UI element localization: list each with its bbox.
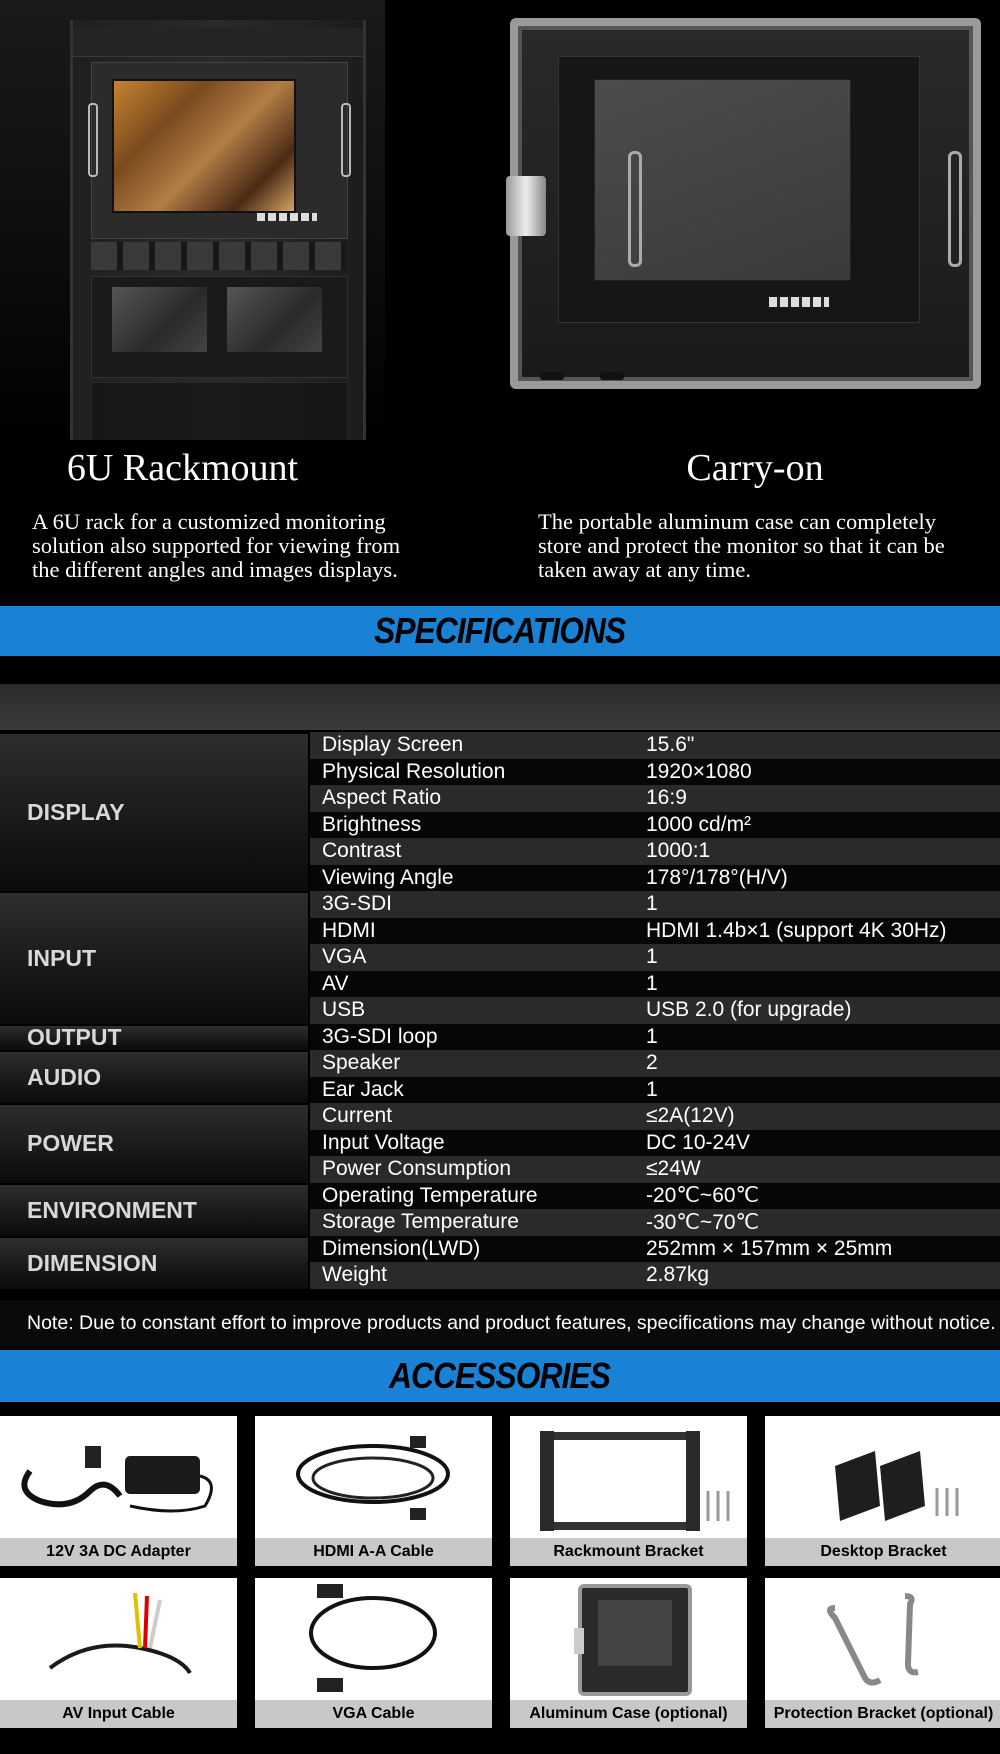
spec-key: Operating Temperature [322,1183,538,1207]
carry-case-image [500,18,970,408]
desc-line: taken away at any time. [538,557,752,582]
case-foot [540,372,564,380]
spec-category-environment: ENVIRONMENT [0,1183,308,1236]
spec-row [310,1156,1000,1183]
desc-line: The portable aluminum case can completely [538,509,936,534]
spec-row [310,918,1000,945]
accessory-protection-bracket [765,1578,1000,1728]
spec-key: 3G-SDI loop [322,1024,438,1048]
feature-desc-rackmount [32,510,462,582]
rack-monitor-buttons [257,213,317,221]
spec-value: DC 10-24V [646,1130,750,1154]
rack-bottom-monitor [91,382,348,440]
spec-row [310,865,1000,892]
spec-row [310,1183,1000,1210]
rack-thumbnail-strip [91,242,346,270]
spec-value: -20℃~60℃ [646,1184,760,1208]
rackmount-image [0,0,385,440]
desc-line: store and protect the monitor so that it can be [538,533,945,558]
rack-lower-monitor [91,276,348,378]
spec-key: Storage Temperature [322,1210,519,1234]
spec-row [310,759,1000,786]
dc-adapter-icon [0,1416,237,1538]
spec-category-power: POWER [0,1103,308,1183]
spec-row [310,891,1000,918]
accessory-desktop-bracket [765,1416,1000,1566]
spec-category-output: OUTPUT [0,1024,308,1051]
spec-value: 1000:1 [646,839,711,863]
spec-row [310,971,1000,998]
case-foot [600,372,624,380]
spec-value: -30℃~70℃ [646,1210,760,1234]
aluminum-case [510,18,981,389]
rack-monitor-screen [112,79,296,213]
av-cable-icon [0,1578,237,1700]
spec-category-audio: AUDIO [0,1050,308,1103]
spec-row [310,1103,1000,1130]
case-handle-right [948,151,962,267]
spec-value: 15.6" [646,733,695,757]
spec-value: 1000 cd/m² [646,812,752,836]
spec-row [310,732,1000,759]
accessory-vga-cable [255,1578,492,1728]
specifications-banner [0,606,1000,656]
rackmount-bracket-icon [510,1416,747,1538]
spec-row [310,944,1000,971]
hdmi-cable-icon [255,1416,492,1538]
accessories-title: ACCESSORIES [389,1355,611,1396]
spec-category-dimension: DIMENSION [0,1236,308,1289]
spec-value: 16:9 [646,786,687,810]
spec-row [310,997,1000,1024]
accessory-label: Protection Bracket (optional) [765,1700,1000,1728]
spec-note: Note: Due to constant effort to improve products and product features, specifications may change without notice. [0,1300,1000,1346]
spec-value: ≤2A(12V) [646,1104,735,1128]
spec-row [310,1130,1000,1157]
accessory-dc-adapter [0,1416,237,1566]
spec-key: HDMI [322,918,376,942]
case-handle-left [628,151,642,267]
case-monitor-buttons [769,297,829,307]
rack-monitor [91,62,348,239]
protection-bracket-icon [765,1578,1000,1700]
spec-row [310,1050,1000,1077]
accessory-label: 12V 3A DC Adapter [0,1538,237,1566]
spec-key: USB [322,998,366,1022]
spec-key: Viewing Angle [322,865,454,889]
accessory-label: VGA Cable [255,1700,492,1728]
spec-row [310,785,1000,812]
spec-value: ≤24W [646,1157,701,1181]
spec-category-display: DISPLAY [0,732,308,891]
accessory-rackmount-bracket [510,1416,747,1566]
spec-value: 1 [646,945,658,969]
spec-table-header [0,684,1000,730]
spec-key: Display Screen [322,733,464,757]
spec-row [310,1262,1000,1289]
spec-key: Aspect Ratio [322,786,442,810]
desc-line: solution also supported for viewing from [32,533,401,558]
spec-value: 252mm × 157mm × 25mm [646,1236,893,1260]
spec-table [0,732,1000,1298]
spec-key: Power Consumption [322,1157,512,1181]
spec-value: 1 [646,1077,658,1101]
case-monitor [558,56,920,323]
accessory-av-cable [0,1578,237,1728]
rack-top-unit [73,28,363,57]
desktop-bracket-icon [765,1416,1000,1538]
accessory-label: Aluminum Case (optional) [510,1700,747,1728]
spec-row [310,838,1000,865]
desc-line: the different angles and images displays. [32,557,398,582]
case-latch [506,176,546,236]
spec-value: 1 [646,971,658,995]
spec-category-input: INPUT [0,891,308,1024]
rack-lower-screen-right [227,287,322,352]
feature-title-carry-on: Carry-on [686,447,824,489]
spec-key: Ear Jack [322,1077,404,1101]
accessory-label: Desktop Bracket [765,1538,1000,1566]
spec-row [310,1209,1000,1236]
spec-row [310,812,1000,839]
vga-cable-icon [255,1578,492,1700]
rack-lower-screen-left [112,287,207,352]
spec-key: Input Voltage [322,1130,445,1154]
spec-key: Current [322,1104,393,1128]
spec-key: Dimension(LWD) [322,1236,481,1260]
spec-key: Contrast [322,839,402,863]
spec-value: 1920×1080 [646,759,752,783]
specifications-title: SPECIFICATIONS [374,610,626,651]
spec-value: USB 2.0 (for upgrade) [646,998,852,1022]
rack-handle-right [341,103,351,177]
spec-value: 178°/178°(H/V) [646,865,788,889]
spec-value: 1 [646,892,658,916]
spec-key: Speaker [322,1051,401,1075]
desc-line: A 6U rack for a customized monitoring [32,509,386,534]
spec-key: Physical Resolution [322,759,506,783]
spec-row [310,1077,1000,1104]
spec-key: AV [322,971,349,995]
accessory-label: HDMI A-A Cable [255,1538,492,1566]
accessory-aluminum-case [510,1578,747,1728]
spec-row [310,1236,1000,1263]
spec-key: VGA [322,945,367,969]
accessory-label: Rackmount Bracket [510,1538,747,1566]
spec-key: 3G-SDI [322,892,393,916]
aluminum-case-icon [510,1578,747,1700]
spec-key: Brightness [322,812,422,836]
feature-desc-carry-on [538,510,998,582]
accessory-hdmi-cable [255,1416,492,1566]
spec-value: HDMI 1.4b×1 (support 4K 30Hz) [646,918,947,942]
spec-row [310,1024,1000,1051]
rack-handle-left [88,103,98,177]
spec-value: 2 [646,1051,658,1075]
spec-key: Weight [322,1263,387,1287]
rack-frame [70,20,366,440]
spec-value: 2.87kg [646,1263,710,1287]
accessories-banner [0,1350,1000,1402]
spec-value: 1 [646,1024,658,1048]
accessory-label: AV Input Cable [0,1700,237,1728]
feature-title-rackmount: 6U Rackmount [66,447,299,489]
